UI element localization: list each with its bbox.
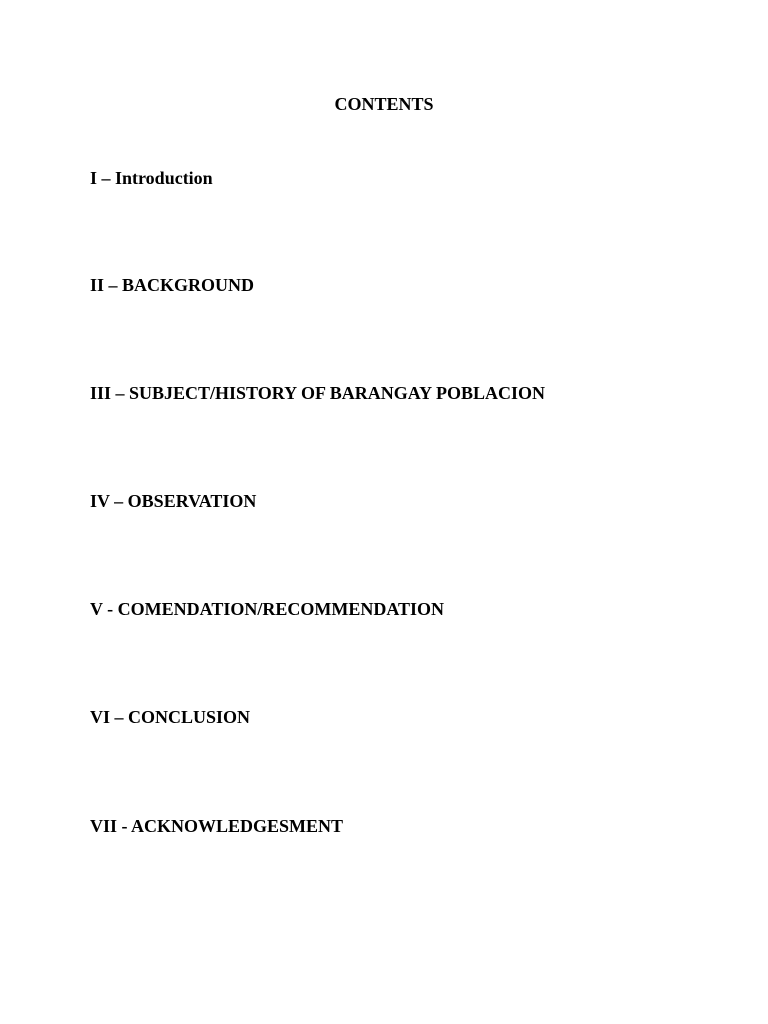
contents-title: CONTENTS xyxy=(334,94,434,114)
toc-entry-observation: IV – OBSERVATION xyxy=(90,491,257,511)
toc-entry-conclusion: VI – CONCLUSION xyxy=(90,707,251,727)
toc-entry-subject-history: III – SUBJECT/HISTORY OF BARANGAY POBLACION xyxy=(90,383,545,403)
toc-entry-acknowledgesment: VII - ACKNOWLEDGESMENT xyxy=(90,816,344,836)
toc-entry-comendation-recommendation: V - COMENDATION/RECOMMENDATION xyxy=(90,599,444,619)
toc-entry-background: II – BACKGROUND xyxy=(90,275,255,295)
toc-entry-introduction: I – Introduction xyxy=(90,168,213,188)
